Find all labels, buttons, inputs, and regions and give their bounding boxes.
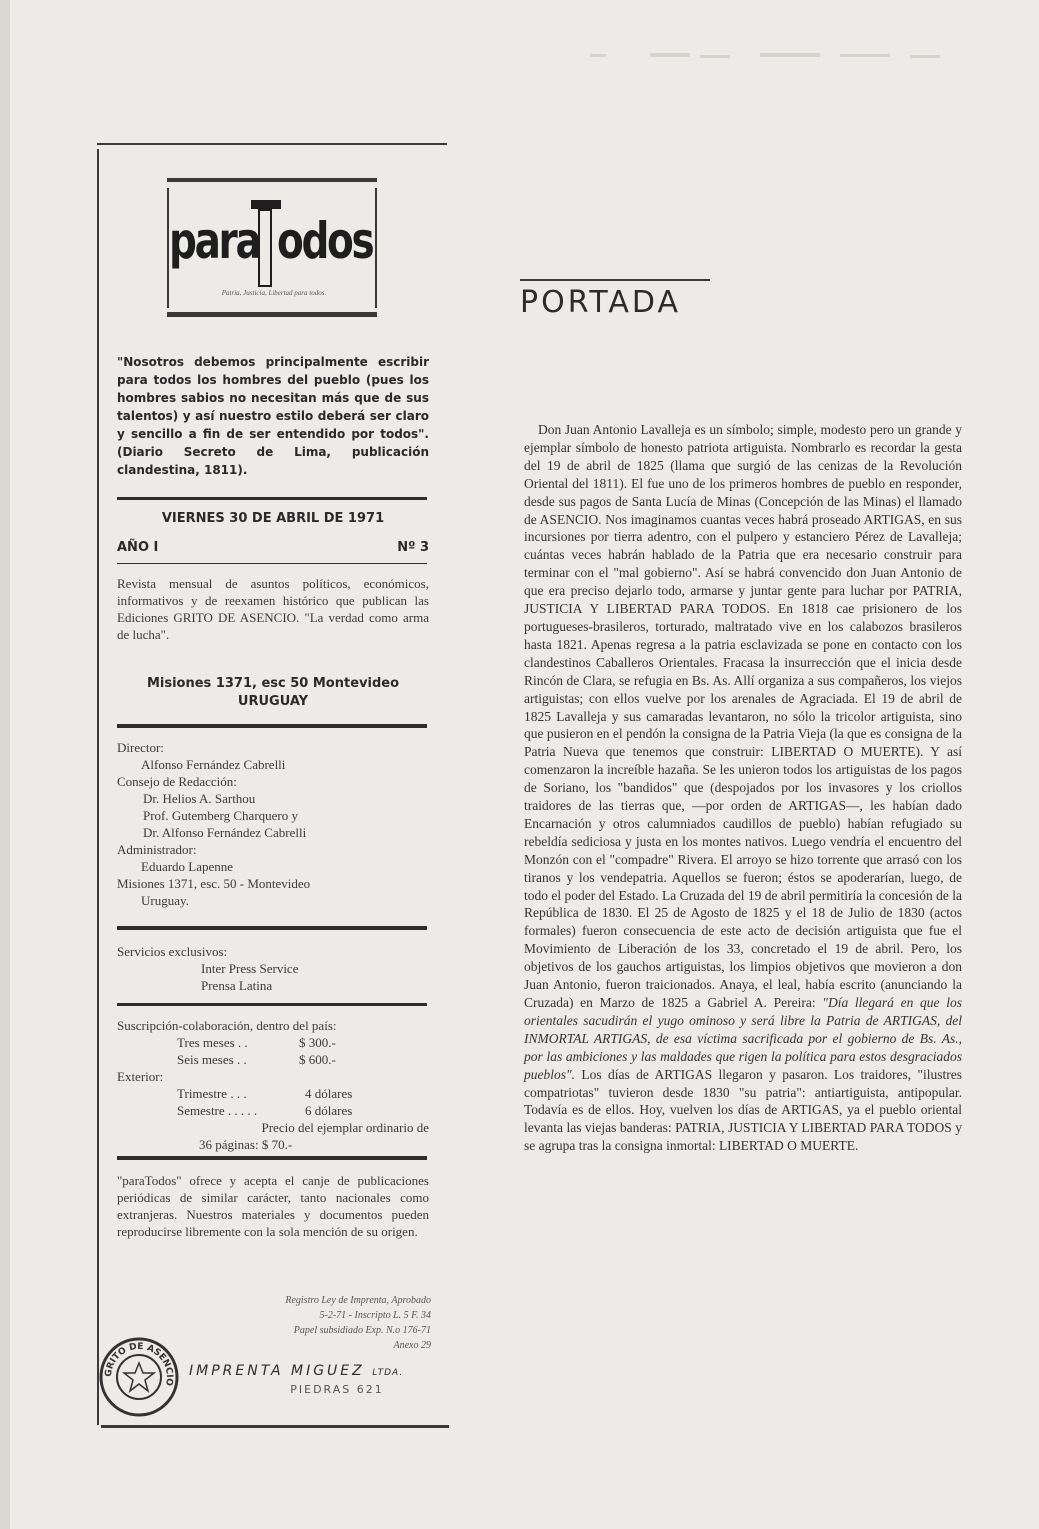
svg-text:GRITO DE ASENCIO: GRITO DE ASENCIO bbox=[103, 1341, 175, 1387]
issue-year: AÑO I bbox=[117, 540, 159, 555]
top-rule bbox=[97, 143, 447, 145]
divider bbox=[117, 1156, 427, 1160]
issue-date: VIERNES 30 DE ABRIL DE 1971 bbox=[161, 511, 385, 526]
magazine-description: Revista mensual de asuntos políticos, económicos, informativos y de reexamen histórico que publican las Ediciones GRITO DE ASENCIO. "La verdad como arma de lucha". bbox=[117, 576, 429, 642]
grito-de-asencio-seal bbox=[97, 1335, 181, 1419]
anaya-quote: "Día llegará en que los orientales sacudirán el yugo ominoso y será libre la Patria de ARTIGAS, del INMORTAL ARTIGAS, de esa víctima sacrificada por el gobierno de Bs. As., por las ambiciones y las maldades que rigen la política para estos desgraciados pueblos". bbox=[524, 995, 962, 1082]
issue-number: Nº 3 bbox=[397, 540, 429, 555]
masthead-column bbox=[97, 143, 449, 1430]
divider bbox=[117, 926, 427, 930]
logo-word-para: para bbox=[169, 212, 260, 270]
logo-word-odos: odos bbox=[277, 212, 373, 270]
left-rule bbox=[97, 149, 99, 1425]
bottom-rule bbox=[101, 1425, 449, 1428]
printer-name: IMPRENTA MIGUEZ LTDA. bbox=[189, 1363, 404, 1379]
page-edge bbox=[0, 0, 10, 1529]
scan-noise bbox=[590, 50, 950, 62]
portada-article: Don Juan Antonio Lavalleja es un símbolo; simple, modesto pero un grande y ejemplar símbolo de honesto patriota artiguista. Nombrarlo es recordar la gesta del 19 de abril de 1825 (llama que surgió de las cenizas de la Revolución Oriental del 1811). El fue uno de los primeros hombres de pueblo en responder, desde sus pagos de Santa Lucía de Minas (Concepción de las Minas) el llamado de ASENCIO. Nos imaginamos cuantas veces habrá proseado ARTIGAS, en sus incursiones por tierra adentro, con el pulpero y estanciero Pérez de Lavalleja; cuántas veces habrán hablado de la Patria que era necesario construir para terminar con el "mal gobierno". Así se habrá convencido don Juan Antonio de que era preciso dejarlo todo, armarse y juntar gente para luchar por PATRIA, JUSTICIA Y LIBERTAD PARA TODOS. En 1818 cae prisionero de los portugueses-brasileros, torturado, maltratado vive en los calabozos brasileros hasta 1821. Apenas regresa a la patria esclavizada se pone en contacto con los clandestinos Caballeros Orientales. Fracasa la insurrección que el inicia desde Rincón de Clara, se refugia en Bs. As. Allí organiza a sus compañeros, los viejos artiguistas; con ellos vuelve por los arenales de Agraciada. El 19 de abril de 1825 Lavalleja y sus camaradas levantaron, no sólo la tricolor artiguista, sino que pusieron en el pendón la consigna de la Patria Vieja (la que es consigna de la Patria Nueva que tenemos que construir: LIBERTAD O MUERTE). Y así comenzaron la increíble hazaña. Se les unieron todos los artiguistas de los pagos de Soriano, los "bandidos" que (despojados por los invasores y los criollos traidores de las tierras que, —por orden de ARTIGAS—, les habían dado Encarnación y otros calumniados caudillos de pueblo) habían refugiado su rebeldía sediciosa y justa en los montes nativos. Luego vendría el encuentro del Monzón con el "compadre" Rivera. El arroyo se hizo torrente que arrasó con los tiranos y los vendepatria. Aquellos se fueron; éstos se apoderarían, luego, de todo el poder del Estado. La Cruzada del 19 de abril permitiría la concesión de la República de 1830. El 25 de Agosto de 1825 y el 18 de Julio de 1830 (actos formales) fueron consecuencia de este acto de decisión artiguista que fue el Movimiento de Liberación de los 33, concretado el 19 de abril. Pero, los objetivos de los gauchos artiguistas, los limpios objetivos que movieron a don Juan Antonio, fueron traicionados. Anaya, el leal, había escrito (anunciando la Cruzada) en Marzo de 1825 a Gabriel A. Pereira: "Día llegará en que los orientales sacudirán el yugo ominoso y será libre la Patria de ARTIGAS, del INMORTAL ARTIGAS, de esa víctima sacrificada por el gobierno de Bs. As., por las ambiciones y las maldades que rigen la política para estos desgraciados pueblos". Los días de ARTIGAS llegaron y pasaron. Los traidores, "ilustres compatriotas" tuvieron desde 1830 "su patria": antiartiguista, antipopular. Todavía es de ellos. Hoy, vuelven los días de ARTIGAS, ya el pueblo oriental levanta las viejas banderas: PATRIA, JUSTICIA Y LIBERTAD PARA TODOS y se agrupa tras la consigna inmortal: LIBERTAD O MUERTE. bbox=[524, 422, 962, 1154]
divider bbox=[117, 497, 427, 500]
divider bbox=[117, 724, 427, 728]
printer-address: PIEDRAS 621 bbox=[290, 1383, 384, 1396]
portada-rule bbox=[520, 279, 710, 281]
exchange-notice: "paraTodos" ofrece y acepta el canje de publicaciones periódicas de similar carácter, tanto nacionales como extranjeras. Nuestros materiales y documentos pueden reproducirse libremente con la sola mención de su origen. bbox=[117, 1173, 429, 1239]
subscription: Suscripción-colaboración, dentro del país: Tres meses . . $ 300.- Seis meses . . $ 600.- Exterior: Trimestre . . . 4 dólares Semestre . . . . . 6 dólares Precio del ejemplar ordinario de 36 páginas: $ 70.- bbox=[117, 1018, 429, 1152]
magazine-address: Misiones 1371, esc 50 Montevideo URUGUAY bbox=[146, 676, 400, 709]
staff-list: Director: Alfonso Fernández Cabrelli Consejo de Redacción: Dr. Helios A. Sarthou Prof. Gutemberg Charquero y Dr. Alfonso Fernández Cabrelli Administrador: Eduardo Lapenne Misiones 1371, esc. 50 - Montevideo Uruguay. bbox=[117, 740, 311, 908]
registry-info: Registro Ley de Imprenta, Aprobado 5-2-71 - Inscripto L. 5 F. 34 Papel subsidiado Exp. N.o 176-71 Anexo 29 bbox=[285, 1295, 431, 1351]
services: Servicios exclusivos: Inter Press Service Prensa Latina bbox=[117, 944, 299, 993]
divider bbox=[117, 563, 427, 564]
logo bbox=[165, 178, 379, 318]
divider bbox=[117, 1003, 427, 1006]
logo-motto: Patria, Justicia, Libertad para todos. bbox=[221, 289, 327, 297]
editorial-quote: "Nosotros debemos principalmente escribir para todos los hombres del pueblo (pues los hombres sabios no necesitan más que de sus talentos) y así nuestro estilo deberá ser claro y sencillo a fin de ser entendido por todos". (Diario Secreto de Lima, publicación clandestina, 1811). bbox=[117, 355, 429, 477]
issue-year-number bbox=[117, 540, 429, 555]
portada-title: PORTADA bbox=[520, 285, 681, 320]
